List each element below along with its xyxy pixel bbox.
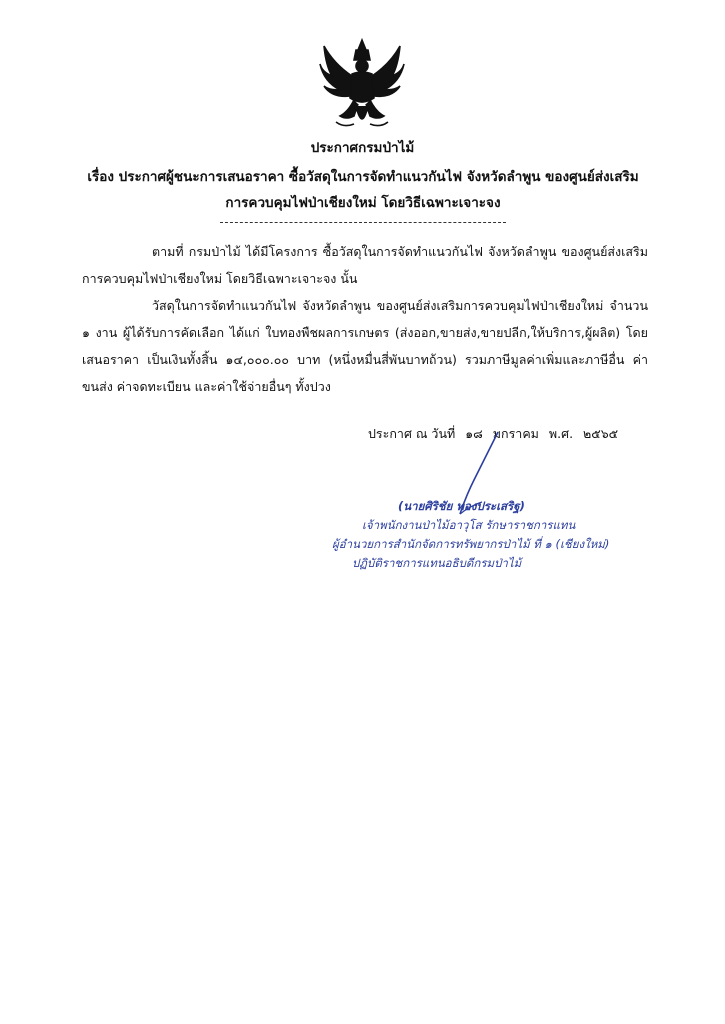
signer-position-2: ผู้อำนวยการสำนักจัดการทรัพยากรป่าไม้ ที่ ๑ (เชียงใหม่) [332, 537, 610, 551]
date-prefix: ประกาศ ณ วันที่ [368, 426, 456, 441]
signer-name: (นายศิริชัย ทองประเสริฐ) [398, 499, 525, 513]
body-paragraph-2: วัสดุในการจัดทำแนวกันไฟ จังหวัดลำพูน ของศูนย์ส่งเสริมการควบคุมไฟป่าเชียงใหม่ จำนวน ๑ งาน ผู้ได้รับการคัดเลือก ได้แก่ ใบทองพืชผลการเกษตร (ส่งออก,ขายส่ง,ขายปลีก,ให้บริการ,ผู้ผลิต) โดยเสนอราคา เป็นเงินทั้งสิ้น ๑๔,๐๐๐.๐๐ บาท (หนึ่งหมื่นสี่พันบาทถ้วน) รวมภาษีมูลค่าเพิ่มและภาษีอื่น ค่าขนส่ง ค่าจดทะเบียน และค่าใช้จ่ายอื่นๆ ทั้งปวง [82, 298, 648, 394]
date-year-label: พ.ศ. [548, 426, 574, 441]
garuda-emblem-icon [318, 36, 406, 136]
dashed-divider [220, 222, 506, 223]
agency-title: ประกาศกรมป่าไม้ [310, 140, 415, 156]
body-paragraph-1: ตามที่ กรมป่าไม้ ได้มีโครงการ ซื้อวัสดุในการจัดทำแนวกันไฟ จังหวัดลำพูน ของศูนย์ส่งเสริมการควบคุมไฟป่าเชียงใหม่ โดยวิธีเฉพาะเจาะจง นั้น [82, 244, 648, 286]
date-year: ๒๕๖๕ [583, 426, 619, 441]
announcement-subject: เรื่อง ประกาศผู้ชนะการเสนอราคา ซื้อวัสดุในการจัดทำแนวกันไฟ จังหวัดลำพูน ของศูนย์ส่งเสริมการควบคุมไฟป่าเชียงใหม่ โดยวิธีเฉพาะเจาะจง [87, 169, 639, 211]
signer-position-3: ปฏิบัติราชการแทนอธิบดีกรมป่าไม้ [352, 556, 522, 570]
date-day: ๑๘ [465, 426, 483, 441]
date-month: มกราคม [492, 426, 539, 441]
signer-position-1: เจ้าพนักงานป่าไม้อาวุโส รักษาราชการแทน [362, 518, 576, 532]
